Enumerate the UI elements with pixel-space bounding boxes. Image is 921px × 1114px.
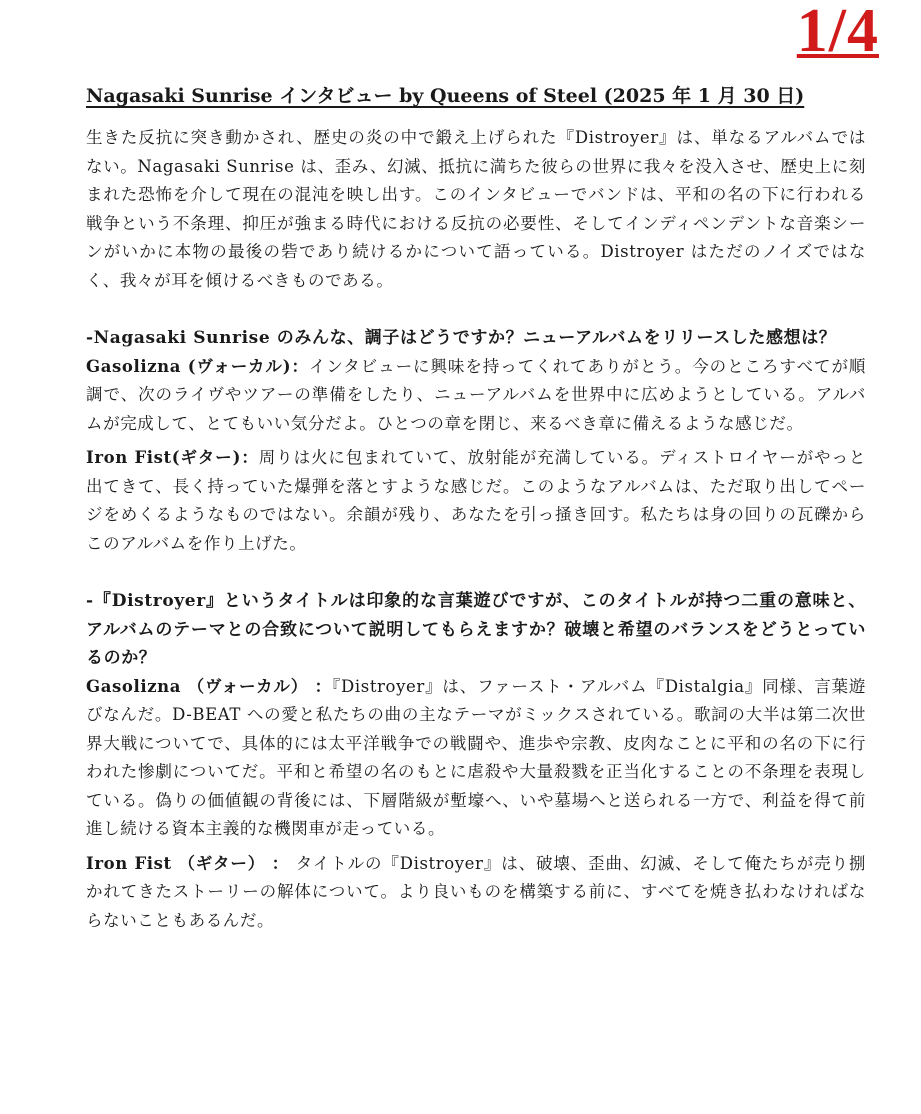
speaker-label: Iron Fist （ギター） ：: [86, 853, 296, 873]
answer-text: 周りは火に包まれていて、放射能が充満している。ディストロイヤーがやっと出てきて、長く持っていた爆弾を落とすような感じだ。このようなアルバムは、ただ取り出してページをめくるようなものではない。余韻が残り、あなたを引っ掻き回す。私たちは身の回りの瓦礫からこのアルバムを作り上げた。: [86, 448, 867, 553]
answer-text: インタビューに興味を持ってくれてありがとう。今のところすべてが順調で、次のライヴやツアーの準備をしたり、ニューアルバムを世界中に広めようとしている。アルバムが完成して、とてもいい気分だよ。ひとつの章を閉じ、来るべき章に備えるような感じだ。: [86, 356, 866, 433]
intro-paragraph: 生きた反抗に突き動かされ、歴史の炎の中で鍛え上げられた『Distroyer』は、単なるアルバムではない。Nagasaki Sunrise は、歪み、幻滅、抵抗に満ちた彼らの世界に我々を没入させ、歴史上に刻まれた恐怖を介して現在の混沌を映し出す。このインタビューでバンドは、平和の名の下に行われる戦争という不条理、抑圧が強まる時代における反抗の必要性、そしてインディペンデントな音楽シーンがいかに本物の最後の砦であり続けるかについて語っている。Distroyer はただのノイズではなく、我々が耳を傾けるべきものである。: [86, 128, 866, 290]
answer-text: タイトルの『Distroyer』は、破壊、歪曲、幻滅、そして俺たちが売り捌かれてきたストーリーの解体について。より良いものを構築する前に、すべてを焼き払わなければならないこともあるんだ。: [86, 853, 866, 930]
speaker-label: Gasolizna (ヴォーカル)：: [86, 356, 309, 376]
article-title: Nagasaki Sunrise インタビュー by Queens of Steel (2025 年 1 月 30 日): [86, 85, 805, 107]
answer-2-gasolizna: [86, 673, 866, 844]
question-1: -Nagasaki Sunrise のみんな、調子はどうですか？ニューアルバムをリリースした感想は？: [86, 328, 837, 348]
answer-text: 『Distroyer』は、ファースト・アルバム『Distalgia』同様、言葉遊びなんだ。D-BEAT への愛と私たちの曲の主なテーマがミックスされている。歌詞の大半は第二次世界大戦についてで、具体的には太平洋戦争での戦闘や、進歩や宗教、皮肉なことに平和の名の下に行われた惨劇についてだ。平和と希望の名のもとに虐殺や大量殺戮を正当化することの不条理を表現している。偽りの価値観の背後には、下層階級が塹壕へ、いや墓場へと送られる一方で、利益を得て前進し続ける資本主義的な機関車が走っている。: [86, 676, 866, 838]
page-number: 1/4: [796, 0, 879, 65]
answer-1-iron-fist: [86, 444, 866, 558]
article: [86, 82, 866, 935]
question-2: -『Distroyer』というタイトルは印象的な言葉遊びですが、このタイトルが持つ二重の意味と、アルバムのテーマとの合致について説明してもらえますか？破壊と希望のバランスをどうとっているのか？: [86, 591, 866, 668]
answer-1-gasolizna: [86, 353, 866, 439]
speaker-label: Iron Fist(ギター)：: [86, 448, 259, 467]
speaker-label: Gasolizna （ヴォーカル） ：: [86, 676, 332, 696]
answer-2-iron-fist: [86, 850, 866, 936]
